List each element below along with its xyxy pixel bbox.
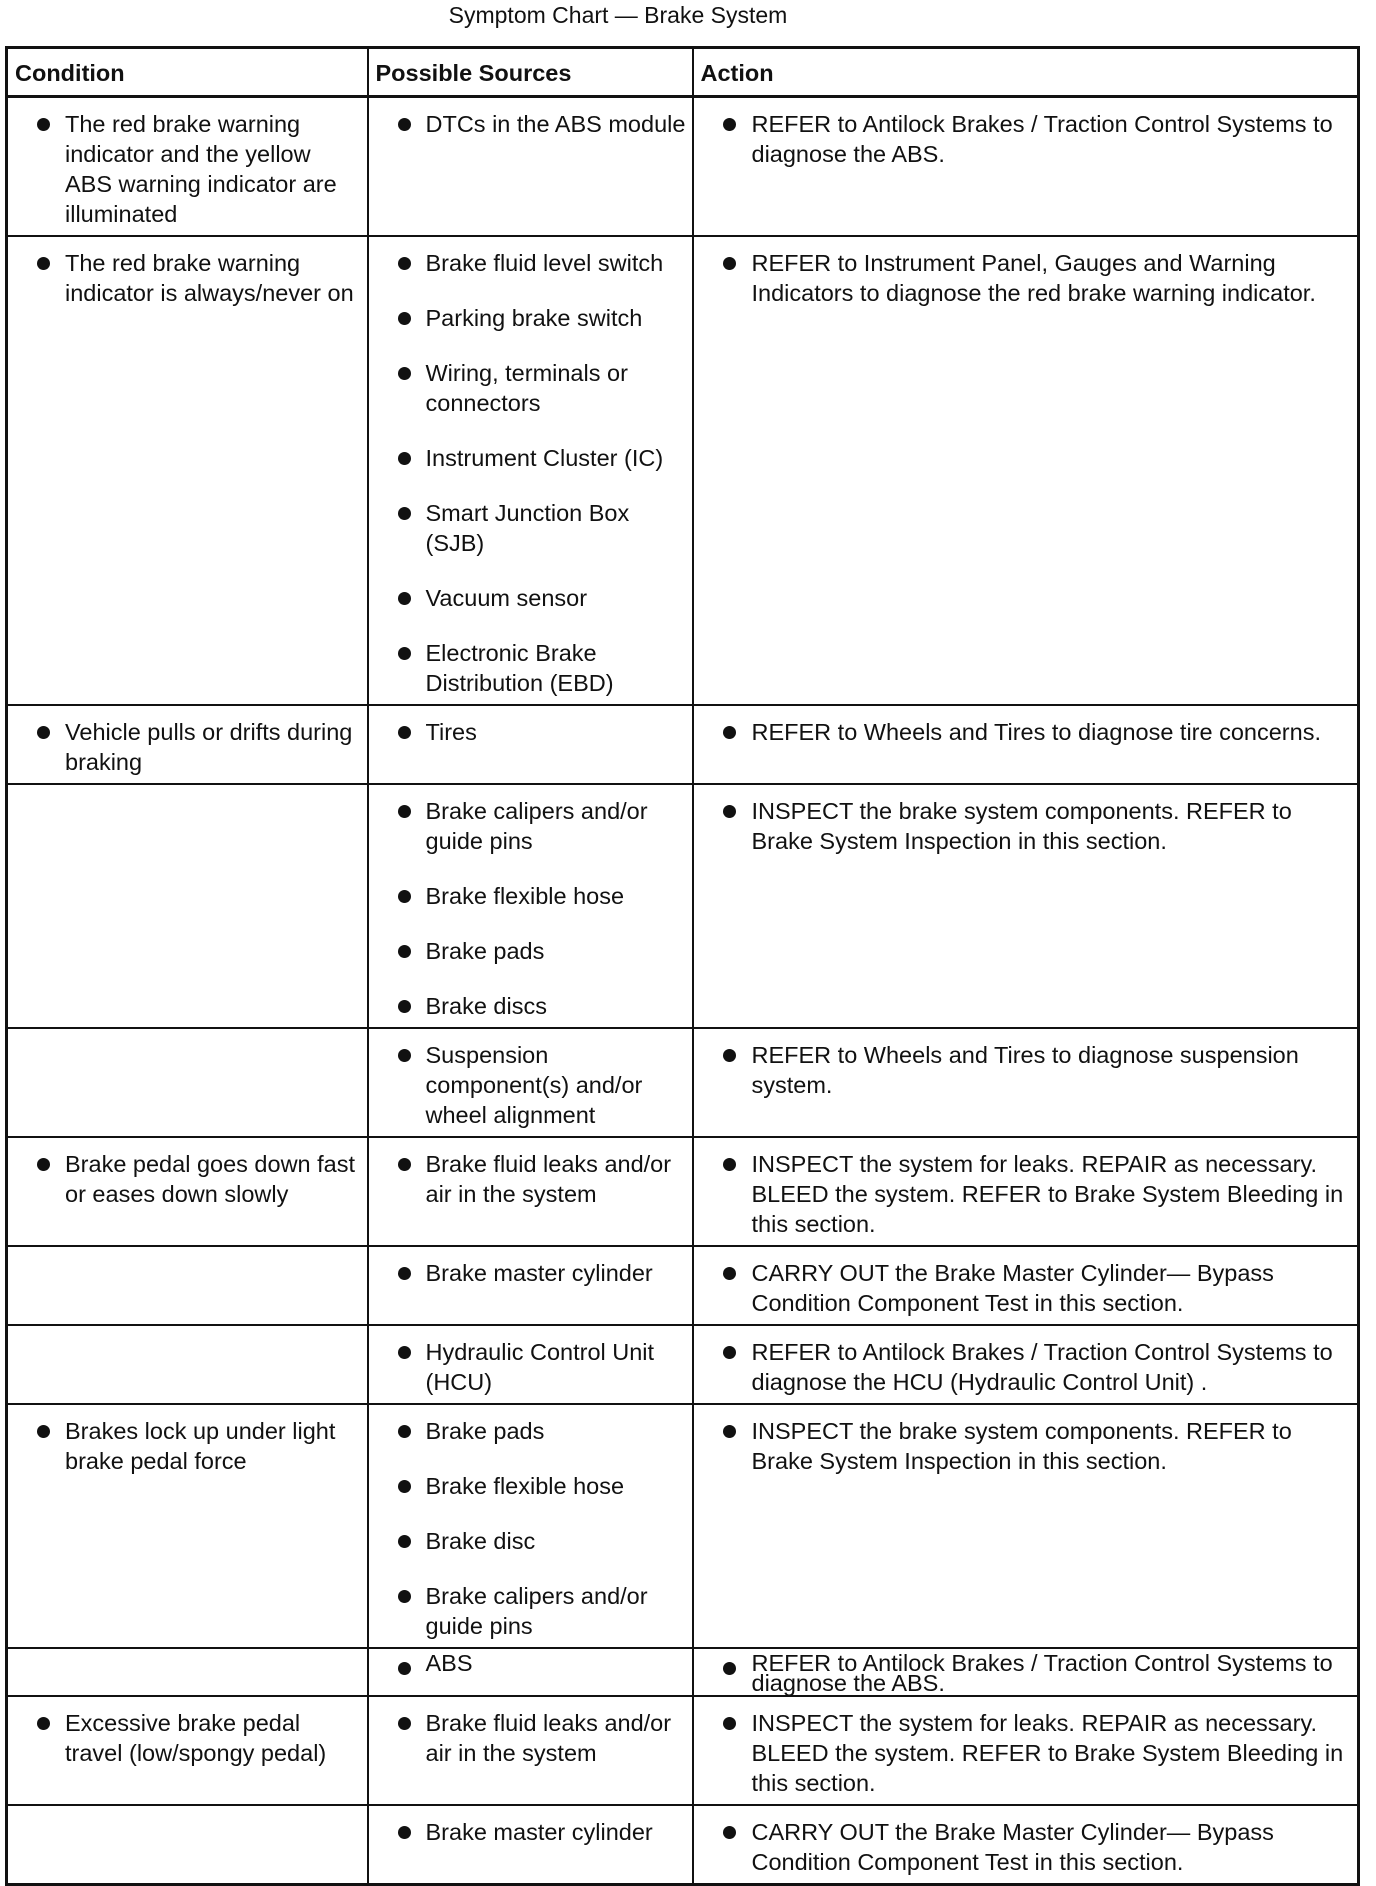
source-item bbox=[375, 583, 686, 613]
source-item bbox=[375, 991, 686, 1021]
bullet-icon bbox=[723, 1717, 736, 1730]
table-row bbox=[7, 1028, 1359, 1137]
bullet-icon bbox=[398, 1267, 411, 1280]
bullet-icon bbox=[398, 890, 411, 903]
action-text: REFER to Wheels and Tires to diagnose suspension system. bbox=[751, 1042, 1299, 1098]
action-cell bbox=[693, 784, 1359, 1028]
source-text: Brake disc bbox=[425, 1528, 536, 1554]
source-text: Suspension component(s) and/or wheel alignment bbox=[425, 1042, 643, 1128]
action-text: CARRY OUT the Brake Master Cylinder— Bypass Condition Component Test in this section. bbox=[751, 1260, 1274, 1316]
bullet-icon bbox=[37, 726, 50, 739]
bullet-icon bbox=[398, 1425, 411, 1438]
bullet-icon bbox=[398, 367, 411, 380]
action-cell bbox=[693, 97, 1359, 237]
source-text: Brake fluid level switch bbox=[425, 250, 664, 276]
bullet-icon bbox=[723, 1158, 736, 1171]
bullet-icon bbox=[398, 805, 411, 818]
bullet-icon bbox=[398, 118, 411, 131]
action-item bbox=[700, 248, 1352, 308]
source-text: Brake fluid leaks and/or air in the system bbox=[425, 1710, 672, 1766]
source-text: Tires bbox=[425, 719, 477, 745]
bullet-icon bbox=[723, 1346, 736, 1359]
source-item bbox=[375, 1581, 686, 1641]
source-text: Smart Junction Box (SJB) bbox=[425, 500, 630, 556]
condition-cell bbox=[7, 97, 368, 237]
possible-sources-cell bbox=[368, 1805, 693, 1885]
condition-cell bbox=[7, 1404, 368, 1648]
action-cell bbox=[693, 1028, 1359, 1137]
condition-text: The red brake warning indicator and the yellow ABS warning indicator are illuminated bbox=[65, 111, 337, 227]
source-item bbox=[375, 1416, 686, 1446]
source-text: Brake flexible hose bbox=[425, 883, 625, 909]
source-item bbox=[375, 1817, 686, 1847]
source-item bbox=[375, 881, 686, 911]
bullet-icon bbox=[723, 726, 736, 739]
action-item bbox=[700, 1258, 1352, 1318]
bullet-icon bbox=[723, 257, 736, 270]
bullet-icon bbox=[398, 1000, 411, 1013]
possible-sources-cell bbox=[368, 1246, 693, 1325]
action-cell bbox=[693, 1696, 1359, 1805]
header-possible-sources: Possible Sources bbox=[368, 48, 693, 97]
source-text: Brake calipers and/or guide pins bbox=[425, 798, 648, 854]
header-condition: Condition bbox=[7, 48, 368, 97]
table-header-row bbox=[7, 48, 1359, 97]
source-item bbox=[375, 443, 686, 473]
bullet-icon bbox=[37, 118, 50, 131]
condition-cell bbox=[7, 1028, 368, 1137]
source-text: Brake master cylinder bbox=[425, 1819, 653, 1845]
possible-sources-cell bbox=[368, 1404, 693, 1648]
condition-cell bbox=[7, 236, 368, 705]
table-row bbox=[7, 1137, 1359, 1246]
bullet-icon bbox=[398, 1717, 411, 1730]
bullet-icon bbox=[398, 1346, 411, 1359]
table-row bbox=[7, 236, 1359, 705]
bullet-icon bbox=[398, 1535, 411, 1548]
source-item bbox=[375, 1258, 686, 1288]
condition-cell bbox=[7, 784, 368, 1028]
possible-sources-cell bbox=[368, 1696, 693, 1805]
action-cell bbox=[693, 1805, 1359, 1885]
action-text: INSPECT the system for leaks. REPAIR as necessary. BLEED the system. REFER to Brake System Bleeding in this section. bbox=[751, 1151, 1344, 1237]
table-row bbox=[7, 1404, 1359, 1648]
bullet-icon bbox=[398, 507, 411, 520]
action-text: REFER to Antilock Brakes / Traction Control Systems to diagnose the ABS. bbox=[751, 1650, 1333, 1696]
source-item bbox=[375, 303, 686, 333]
action-text: REFER to Instrument Panel, Gauges and Warning Indicators to diagnose the red brake warning indicator. bbox=[751, 250, 1316, 306]
source-text: ABS bbox=[425, 1650, 473, 1676]
source-text: Electronic Brake Distribution (EBD) bbox=[425, 640, 614, 696]
condition-item bbox=[14, 717, 361, 777]
possible-sources-cell bbox=[368, 236, 693, 705]
table-row bbox=[7, 1805, 1359, 1885]
bullet-icon bbox=[37, 257, 50, 270]
source-item bbox=[375, 498, 686, 558]
action-text: INSPECT the system for leaks. REPAIR as necessary. BLEED the system. REFER to Brake System Bleeding in this section. bbox=[751, 1710, 1344, 1796]
action-cell bbox=[693, 1648, 1359, 1696]
bullet-icon bbox=[398, 647, 411, 660]
source-text: Brake fluid leaks and/or air in the system bbox=[425, 1151, 672, 1207]
bullet-icon bbox=[398, 1590, 411, 1603]
source-text: Hydraulic Control Unit (HCU) bbox=[425, 1339, 655, 1395]
condition-text: The red brake warning indicator is always/never on bbox=[65, 250, 354, 306]
action-item bbox=[700, 1817, 1352, 1877]
action-cell bbox=[693, 1325, 1359, 1404]
bullet-icon bbox=[723, 1425, 736, 1438]
action-text: INSPECT the brake system components. REFER to Brake System Inspection in this section. bbox=[751, 798, 1292, 854]
condition-cell bbox=[7, 1325, 368, 1404]
source-text: Instrument Cluster (IC) bbox=[425, 445, 664, 471]
source-text: Parking brake switch bbox=[425, 305, 643, 331]
bullet-icon bbox=[398, 945, 411, 958]
action-text: REFER to Antilock Brakes / Traction Control Systems to diagnose the HCU (Hydraulic Control Unit) . bbox=[751, 1339, 1333, 1395]
condition-text: Brake pedal goes down fast or eases down slowly bbox=[65, 1151, 356, 1207]
table-row bbox=[7, 784, 1359, 1028]
bullet-icon bbox=[398, 312, 411, 325]
possible-sources-cell bbox=[368, 784, 693, 1028]
condition-item bbox=[14, 1416, 361, 1476]
action-cell bbox=[693, 236, 1359, 705]
action-item bbox=[700, 1416, 1352, 1476]
action-item bbox=[700, 1337, 1352, 1397]
table-row bbox=[7, 1696, 1359, 1805]
source-item bbox=[375, 936, 686, 966]
source-item bbox=[375, 1526, 686, 1556]
bullet-icon bbox=[398, 726, 411, 739]
source-text: Brake calipers and/or guide pins bbox=[425, 1583, 648, 1639]
bullet-icon bbox=[398, 1049, 411, 1062]
bullet-icon bbox=[398, 1662, 411, 1675]
action-item bbox=[700, 717, 1352, 747]
bullet-icon bbox=[398, 1480, 411, 1493]
action-cell bbox=[693, 1246, 1359, 1325]
bullet-icon bbox=[723, 805, 736, 818]
action-item bbox=[700, 1040, 1352, 1100]
action-text: CARRY OUT the Brake Master Cylinder— Bypass Condition Component Test in this section. bbox=[751, 1819, 1274, 1875]
action-cell bbox=[693, 705, 1359, 784]
possible-sources-cell bbox=[368, 705, 693, 784]
bullet-icon bbox=[37, 1425, 50, 1438]
action-text: INSPECT the brake system components. REFER to Brake System Inspection in this section. bbox=[751, 1418, 1292, 1474]
source-text: Brake pads bbox=[425, 938, 545, 964]
condition-text: Vehicle pulls or drifts during braking bbox=[65, 719, 353, 775]
source-item bbox=[375, 1149, 686, 1209]
condition-cell bbox=[7, 1805, 368, 1885]
source-item bbox=[375, 717, 686, 747]
source-item bbox=[375, 1650, 686, 1676]
bullet-icon bbox=[723, 1049, 736, 1062]
bullet-icon bbox=[723, 1662, 736, 1675]
source-item bbox=[375, 1337, 686, 1397]
table-row bbox=[7, 97, 1359, 237]
source-item bbox=[375, 1471, 686, 1501]
page-title: Symptom Chart — Brake System bbox=[448, 2, 788, 28]
table-row bbox=[7, 1325, 1359, 1404]
source-text: DTCs in the ABS module bbox=[425, 111, 686, 137]
source-text: Wiring, terminals or connectors bbox=[425, 360, 628, 416]
source-text: Vacuum sensor bbox=[425, 585, 588, 611]
condition-cell bbox=[7, 1246, 368, 1325]
condition-cell bbox=[7, 1696, 368, 1805]
source-text: Brake discs bbox=[425, 993, 547, 1019]
condition-item bbox=[14, 1708, 361, 1768]
action-cell bbox=[693, 1404, 1359, 1648]
source-text: Brake pads bbox=[425, 1418, 545, 1444]
bullet-icon bbox=[398, 592, 411, 605]
source-item bbox=[375, 796, 686, 856]
possible-sources-cell bbox=[368, 1028, 693, 1137]
symptom-chart-table bbox=[5, 46, 1360, 1886]
possible-sources-cell bbox=[368, 1325, 693, 1404]
condition-text: Excessive brake pedal travel (low/spongy pedal) bbox=[65, 1710, 327, 1766]
source-item bbox=[375, 109, 686, 139]
condition-item bbox=[14, 248, 361, 308]
bullet-icon bbox=[398, 1158, 411, 1171]
table-body bbox=[7, 97, 1359, 1885]
table-row bbox=[7, 1648, 1359, 1696]
source-item bbox=[375, 1040, 686, 1130]
condition-cell bbox=[7, 1648, 368, 1696]
action-cell bbox=[693, 1137, 1359, 1246]
action-text: REFER to Antilock Brakes / Traction Control Systems to diagnose the ABS. bbox=[751, 111, 1333, 167]
bullet-icon bbox=[723, 1267, 736, 1280]
bullet-icon bbox=[37, 1158, 50, 1171]
bullet-icon bbox=[723, 118, 736, 131]
possible-sources-cell bbox=[368, 1137, 693, 1246]
condition-item bbox=[14, 109, 361, 229]
table-row bbox=[7, 705, 1359, 784]
condition-cell bbox=[7, 1137, 368, 1246]
source-item bbox=[375, 248, 686, 278]
condition-text: Brakes lock up under light brake pedal force bbox=[65, 1418, 336, 1474]
possible-sources-cell bbox=[368, 1648, 693, 1696]
header-action: Action bbox=[693, 48, 1359, 97]
source-text: Brake master cylinder bbox=[425, 1260, 653, 1286]
source-item bbox=[375, 1708, 686, 1768]
action-item bbox=[700, 1149, 1352, 1239]
action-item bbox=[700, 109, 1352, 169]
bullet-icon bbox=[398, 1826, 411, 1839]
condition-cell bbox=[7, 705, 368, 784]
table-row bbox=[7, 1246, 1359, 1325]
action-item bbox=[700, 1708, 1352, 1798]
bullet-icon bbox=[398, 257, 411, 270]
condition-item bbox=[14, 1149, 361, 1209]
source-item bbox=[375, 358, 686, 418]
possible-sources-cell bbox=[368, 97, 693, 237]
bullet-icon bbox=[398, 452, 411, 465]
bullet-icon bbox=[723, 1826, 736, 1839]
action-text: REFER to Wheels and Tires to diagnose tire concerns. bbox=[751, 719, 1321, 745]
source-text: Brake flexible hose bbox=[425, 1473, 625, 1499]
bullet-icon bbox=[37, 1717, 50, 1730]
action-item bbox=[700, 796, 1352, 856]
action-item bbox=[700, 1650, 1352, 1696]
source-item bbox=[375, 638, 686, 698]
